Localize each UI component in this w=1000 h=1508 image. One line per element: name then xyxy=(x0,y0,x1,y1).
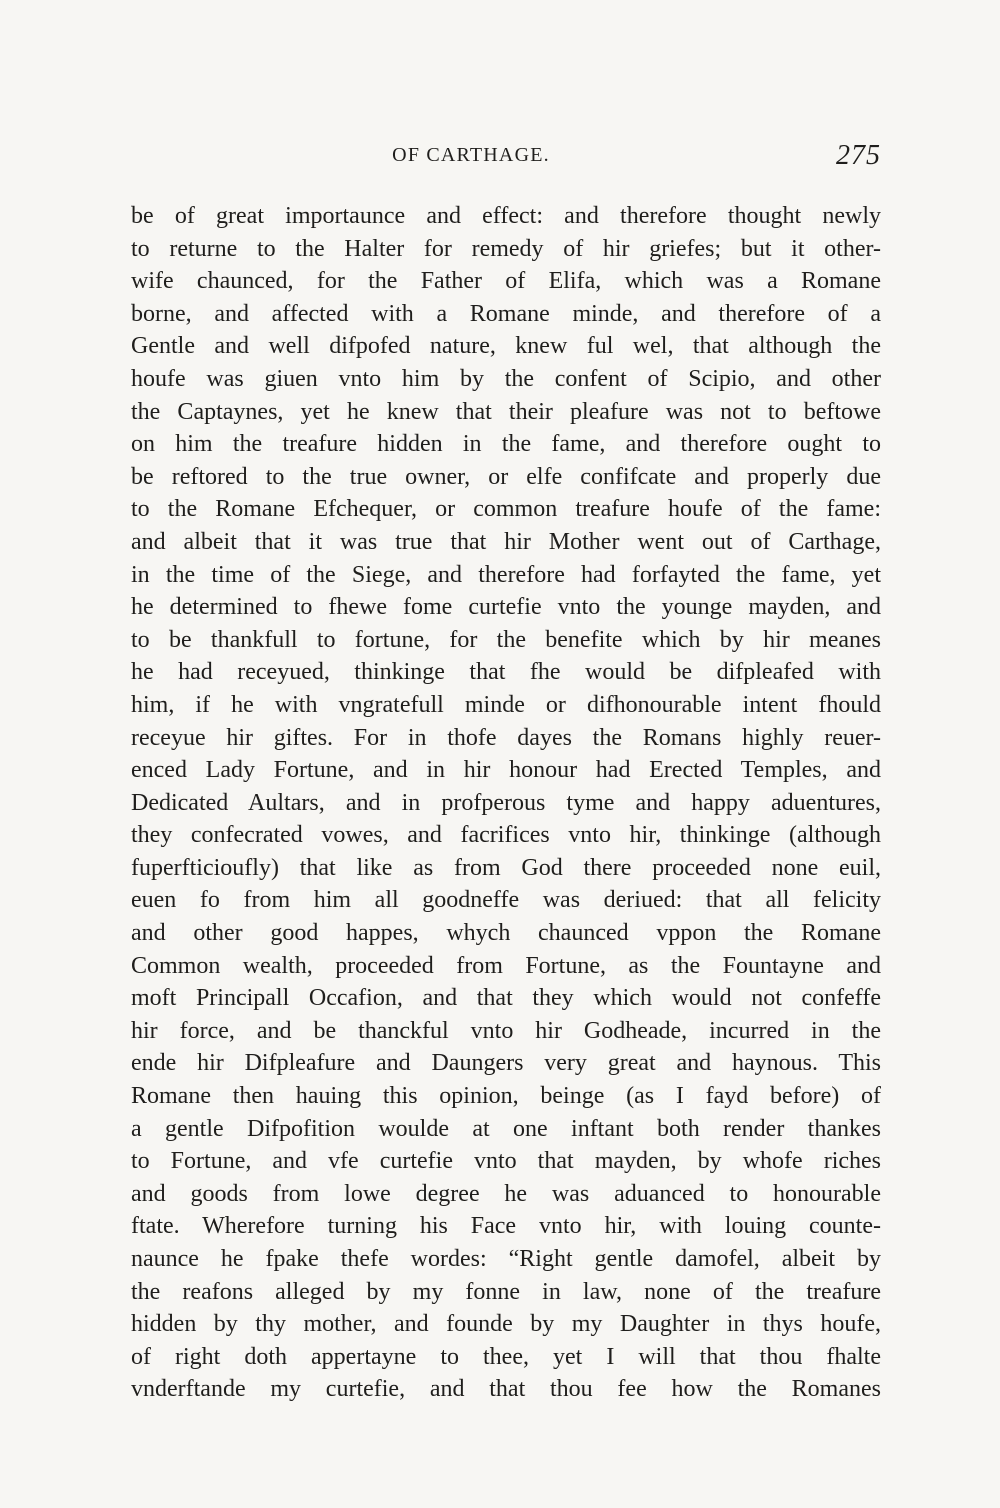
text-line: hir force, and be thanckful vnto hir Godheade, incurred in the xyxy=(131,1017,881,1044)
text-line: naunce he fpake thefe wordes: “Right gentle damofel, albeit by xyxy=(131,1246,881,1272)
text-line: he determined to fhewe fome curtefie vnto the younge mayden, and xyxy=(131,594,881,621)
text-line: and other good happes, whych chaunced vppon the Romane xyxy=(131,920,881,947)
text-line: euen fo from him all goodneffe was deriued: that all felicity xyxy=(131,887,881,914)
text-line: on him the treafure hidden in the fame, and therefore ought to xyxy=(131,431,881,458)
text-line: the reafons alleged by my fonne in law, none of the treafure xyxy=(131,1278,881,1305)
text-line: be reftored to the true owner, or elfe confifcate and properly due xyxy=(131,463,881,490)
text-line: be of great importaunce and effect: and therefore thought newly xyxy=(131,203,881,229)
text-line: moft Principall Occafion, and that they which would not confeffe xyxy=(131,985,881,1012)
text-line: and albeit that it was true that hir Mother went out of Carthage, xyxy=(131,528,881,555)
text-line: hidden by thy mother, and founde by my Daughter in thys houfe, xyxy=(131,1311,881,1338)
text-line: Common wealth, proceeded from Fortune, as the Fountayne and xyxy=(131,952,881,979)
text-line: a gentle Difpofition woulde at one inftant both render thankes xyxy=(131,1115,881,1142)
text-line: to returne to the Halter for remedy of hir griefes; but it other- xyxy=(131,235,881,262)
text-line: in the time of the Siege, and therefore had forfayted the fame, yet xyxy=(131,561,881,588)
text-line: him, if he with vngratefull minde or difhonourable intent fhould xyxy=(131,691,881,718)
text-line: ende hir Difpleafure and Daungers very great and haynous. This xyxy=(131,1050,881,1077)
text-line: Romane then hauing this opinion, beinge (as I fayd before) of xyxy=(131,1083,881,1110)
text-line: he had receyued, thinkinge that fhe would be difpleafed with xyxy=(131,659,881,686)
text-line: the Captaynes, yet he knew that their pleafure was not to beftowe xyxy=(131,398,881,425)
text-line: Gentle and well difpofed nature, knew ful wel, that although the xyxy=(131,333,881,360)
text-line: fuperfticioufly) that like as from God there proceeded none euil, xyxy=(131,854,881,881)
text-line: to Fortune, and vfe curtefie vnto that mayden, by whofe riches xyxy=(131,1148,881,1175)
text-line: ftate. Wherefore turning his Face vnto hir, with louing counte- xyxy=(131,1213,881,1240)
page-number: 275 xyxy=(836,140,881,171)
text-line: they confecrated vowes, and facrifices vnto hir, thinkinge (although xyxy=(131,822,881,849)
text-line: wife chaunced, for the Father of Elifa, which was a Romane xyxy=(131,268,881,295)
text-line: and goods from lowe degree he was aduanced to honourable xyxy=(131,1180,881,1207)
running-title: OF CARTHAGE. xyxy=(392,144,550,166)
running-head xyxy=(131,140,881,180)
body-text xyxy=(131,200,881,1406)
text-line: receyue hir giftes. For in thofe dayes the Romans highly reuer- xyxy=(131,724,881,751)
text-line: houfe was giuen vnto him by the confent of Scipio, and other xyxy=(131,365,881,392)
text-line: enced Lady Fortune, and in hir honour had Erected Temples, and xyxy=(131,757,881,784)
text-line: to be thankfull to fortune, for the benefite which by hir meanes xyxy=(131,626,881,653)
text-line: vnderftande my curtefie, and that thou fee how the Romanes xyxy=(131,1376,881,1403)
text-line: borne, and affected with a Romane minde, and therefore of a xyxy=(131,300,881,327)
text-line: of right doth appertayne to thee, yet I will that thou fhalte xyxy=(131,1343,881,1370)
text-line: Dedicated Aultars, and in profperous tyme and happy aduentures, xyxy=(131,789,881,816)
text-line: to the Romane Efchequer, or common treafure houfe of the fame: xyxy=(131,496,881,523)
